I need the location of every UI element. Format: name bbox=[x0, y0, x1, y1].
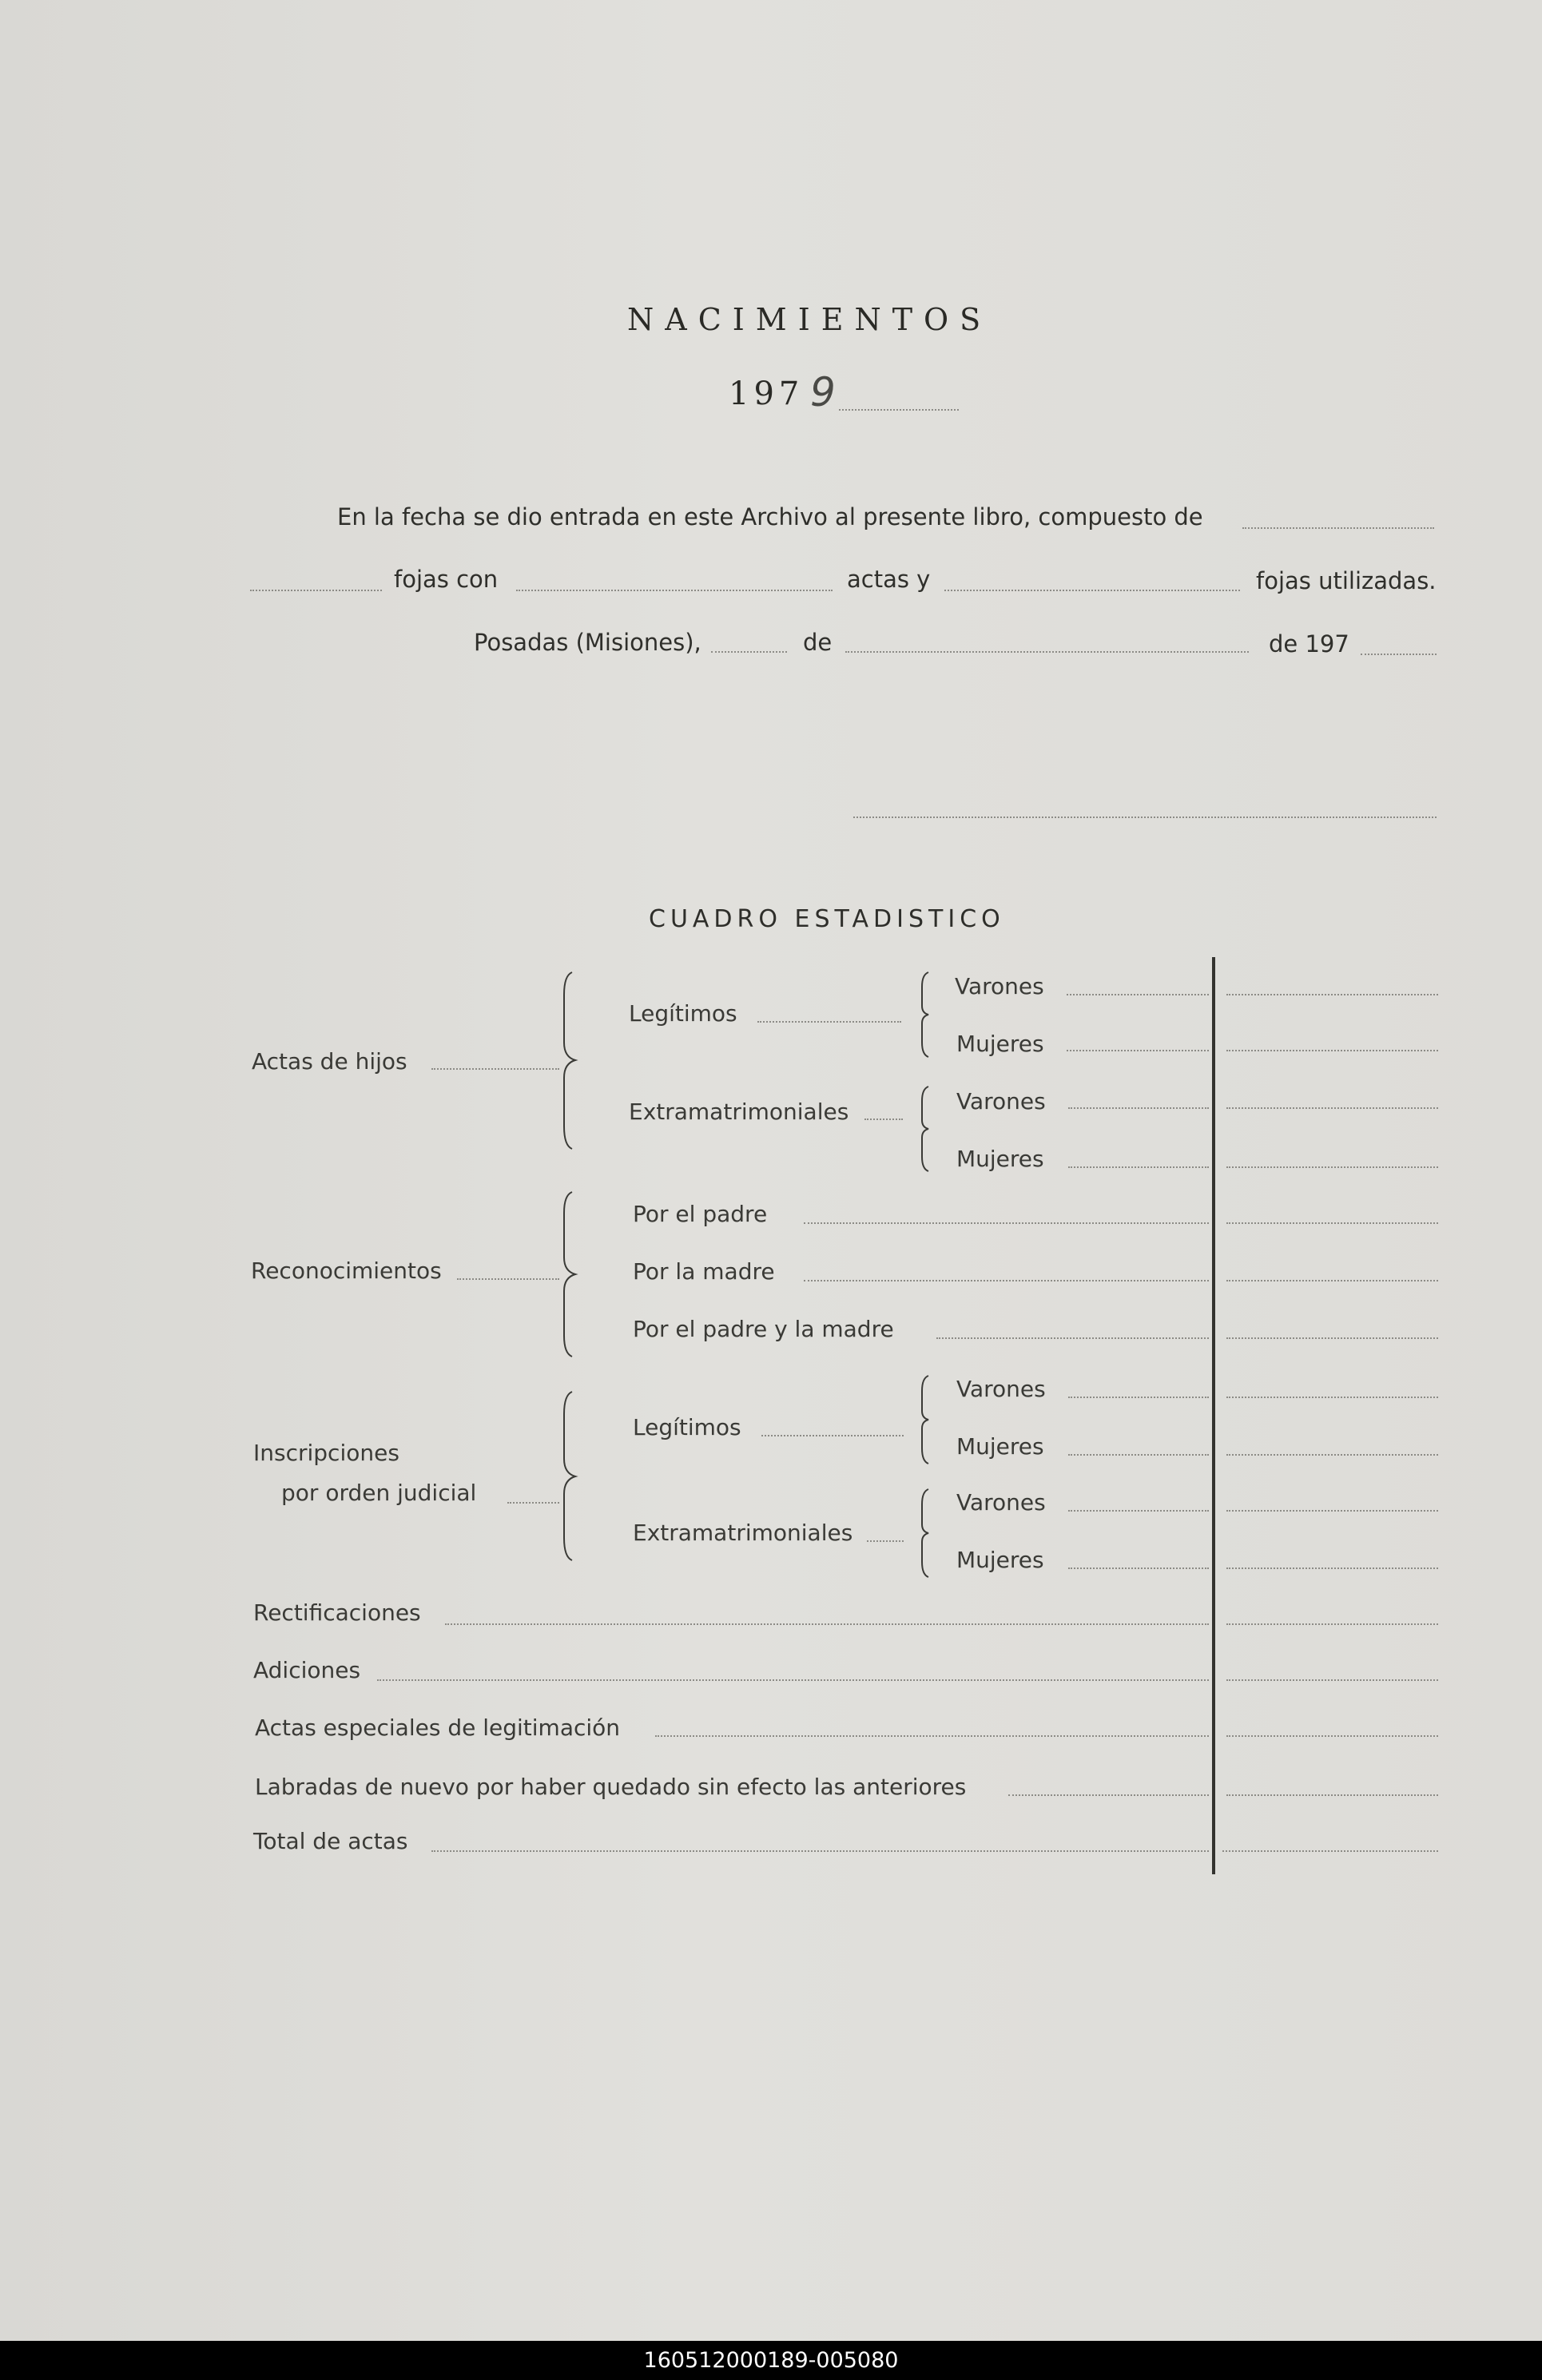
fojas-utilizadas-field[interactable] bbox=[944, 590, 1240, 591]
total-leader bbox=[431, 1850, 1209, 1852]
total-label: Total de actas bbox=[253, 1828, 408, 1854]
legitimos-label: Legítimos bbox=[629, 1000, 737, 1027]
year-field[interactable] bbox=[1361, 654, 1437, 655]
insc-leg-mujeres-leader bbox=[1068, 1454, 1209, 1456]
column-divider bbox=[1212, 957, 1215, 1874]
year-handwritten: 9 bbox=[810, 369, 836, 415]
posadas-label: Posadas (Misiones), bbox=[474, 629, 701, 656]
insc-legitimos-leader bbox=[761, 1435, 904, 1436]
por-la-madre-leader bbox=[804, 1280, 1209, 1281]
rectificaciones-field[interactable] bbox=[1226, 1623, 1438, 1625]
fojas-count-field[interactable] bbox=[1242, 527, 1434, 529]
inscripciones-brace bbox=[559, 1390, 583, 1562]
insc-extra-varones-field[interactable] bbox=[1226, 1510, 1438, 1512]
actas-y-label: actas y bbox=[847, 566, 931, 593]
por-el-padre-leader bbox=[804, 1222, 1209, 1224]
insc-legitimos-brace bbox=[917, 1374, 935, 1466]
insc-leg-varones-field[interactable] bbox=[1226, 1397, 1438, 1398]
extramatrimoniales-leader bbox=[864, 1118, 903, 1120]
extra-mujeres-field[interactable] bbox=[1226, 1166, 1438, 1168]
rectificaciones-label: Rectificaciones bbox=[253, 1599, 421, 1626]
insc-leg-varones-leader bbox=[1068, 1397, 1209, 1398]
year-dotted-line bbox=[839, 409, 959, 411]
fojas-utilizadas-label: fojas utilizadas. bbox=[1256, 567, 1437, 594]
actas-especiales-field[interactable] bbox=[1226, 1735, 1438, 1737]
total-field[interactable] bbox=[1222, 1850, 1438, 1852]
de-197-label: de 197 bbox=[1269, 630, 1349, 658]
fojas-field[interactable] bbox=[250, 590, 382, 591]
por-el-padre-label: Por el padre bbox=[633, 1201, 768, 1227]
labradas-leader bbox=[1008, 1794, 1209, 1796]
month-field[interactable] bbox=[845, 651, 1249, 653]
scan-id-footer: 160512000189-005080 bbox=[0, 2341, 1542, 2380]
actas-de-hijos-label: Actas de hijos bbox=[252, 1048, 407, 1075]
insc-leg-mujeres-field[interactable] bbox=[1226, 1454, 1438, 1456]
por-orden-judicial-label: por orden judicial bbox=[281, 1480, 477, 1506]
insc-leg-varones-label: Varones bbox=[956, 1376, 1046, 1402]
cuadro-title: CUADRO ESTADISTICO bbox=[649, 905, 1005, 933]
intro-line1: En la fecha se dio entrada en este Archivo al presente libro, compuesto de bbox=[337, 503, 1203, 530]
legitimos-varones-label: Varones bbox=[955, 973, 1044, 999]
legitimos-mujeres-label: Mujeres bbox=[956, 1031, 1044, 1057]
reconocimientos-leader bbox=[457, 1278, 559, 1280]
extra-mujeres-leader bbox=[1068, 1166, 1209, 1168]
insc-extra-varones-leader bbox=[1068, 1510, 1209, 1512]
labradas-field[interactable] bbox=[1226, 1794, 1438, 1796]
insc-extra-mujeres-label: Mujeres bbox=[956, 1547, 1044, 1573]
por-ambos-leader bbox=[936, 1337, 1209, 1339]
fojas-con-label: fojas con bbox=[394, 566, 499, 593]
por-la-madre-field[interactable] bbox=[1226, 1280, 1438, 1281]
page-title: NACIMIENTOS bbox=[627, 302, 992, 337]
por-ambos-label: Por el padre y la madre bbox=[633, 1316, 894, 1342]
adiciones-leader bbox=[377, 1679, 1209, 1681]
extra-varones-leader bbox=[1068, 1107, 1209, 1109]
por-la-madre-label: Por la madre bbox=[633, 1258, 775, 1285]
legitimos-mujeres-field[interactable] bbox=[1226, 1050, 1438, 1051]
legitimos-leader bbox=[757, 1021, 901, 1023]
insc-extra-mujeres-leader bbox=[1068, 1567, 1209, 1569]
por-el-padre-field[interactable] bbox=[1226, 1222, 1438, 1224]
actas-hijos-brace bbox=[559, 971, 583, 1150]
extramatrimoniales-label: Extramatrimoniales bbox=[629, 1099, 849, 1125]
actas-field[interactable] bbox=[516, 590, 833, 591]
rectificaciones-leader bbox=[445, 1623, 1209, 1625]
insc-extramatrimoniales-leader bbox=[867, 1540, 904, 1542]
insc-extramatrimoniales-brace bbox=[917, 1488, 935, 1579]
actas-especiales-leader bbox=[655, 1735, 1209, 1737]
legitimos-varones-leader bbox=[1067, 994, 1209, 995]
actas-especiales-label: Actas especiales de legitimación bbox=[255, 1714, 621, 1741]
extra-varones-field[interactable] bbox=[1226, 1107, 1438, 1109]
inscripciones-leader bbox=[507, 1502, 559, 1504]
adiciones-label: Adiciones bbox=[253, 1657, 361, 1683]
inscripciones-label: Inscripciones bbox=[253, 1440, 399, 1466]
insc-legitimos-label: Legítimos bbox=[633, 1414, 741, 1440]
legitimos-brace bbox=[917, 971, 935, 1059]
reconocimientos-label: Reconocimientos bbox=[251, 1258, 442, 1284]
legitimos-varones-field[interactable] bbox=[1226, 994, 1438, 995]
insc-extra-varones-label: Varones bbox=[956, 1489, 1046, 1516]
por-ambos-field[interactable] bbox=[1226, 1337, 1438, 1339]
de-label: de bbox=[803, 629, 833, 656]
signature-line[interactable] bbox=[853, 817, 1437, 818]
insc-extramatrimoniales-label: Extramatrimoniales bbox=[633, 1520, 853, 1546]
insc-extra-mujeres-field[interactable] bbox=[1226, 1567, 1438, 1569]
insc-leg-mujeres-label: Mujeres bbox=[956, 1433, 1044, 1460]
day-field[interactable] bbox=[711, 651, 787, 653]
labradas-label: Labradas de nuevo por haber quedado sin efecto las anteriores bbox=[255, 1774, 967, 1800]
extra-varones-label: Varones bbox=[956, 1088, 1046, 1115]
legitimos-mujeres-leader bbox=[1067, 1050, 1209, 1051]
extra-mujeres-label: Mujeres bbox=[956, 1146, 1044, 1172]
extramatrimoniales-brace bbox=[917, 1085, 935, 1173]
adiciones-field[interactable] bbox=[1226, 1679, 1438, 1681]
reconocimientos-brace bbox=[559, 1190, 583, 1358]
year-printed: 197 bbox=[729, 375, 805, 412]
actas-hijos-leader bbox=[431, 1068, 559, 1070]
